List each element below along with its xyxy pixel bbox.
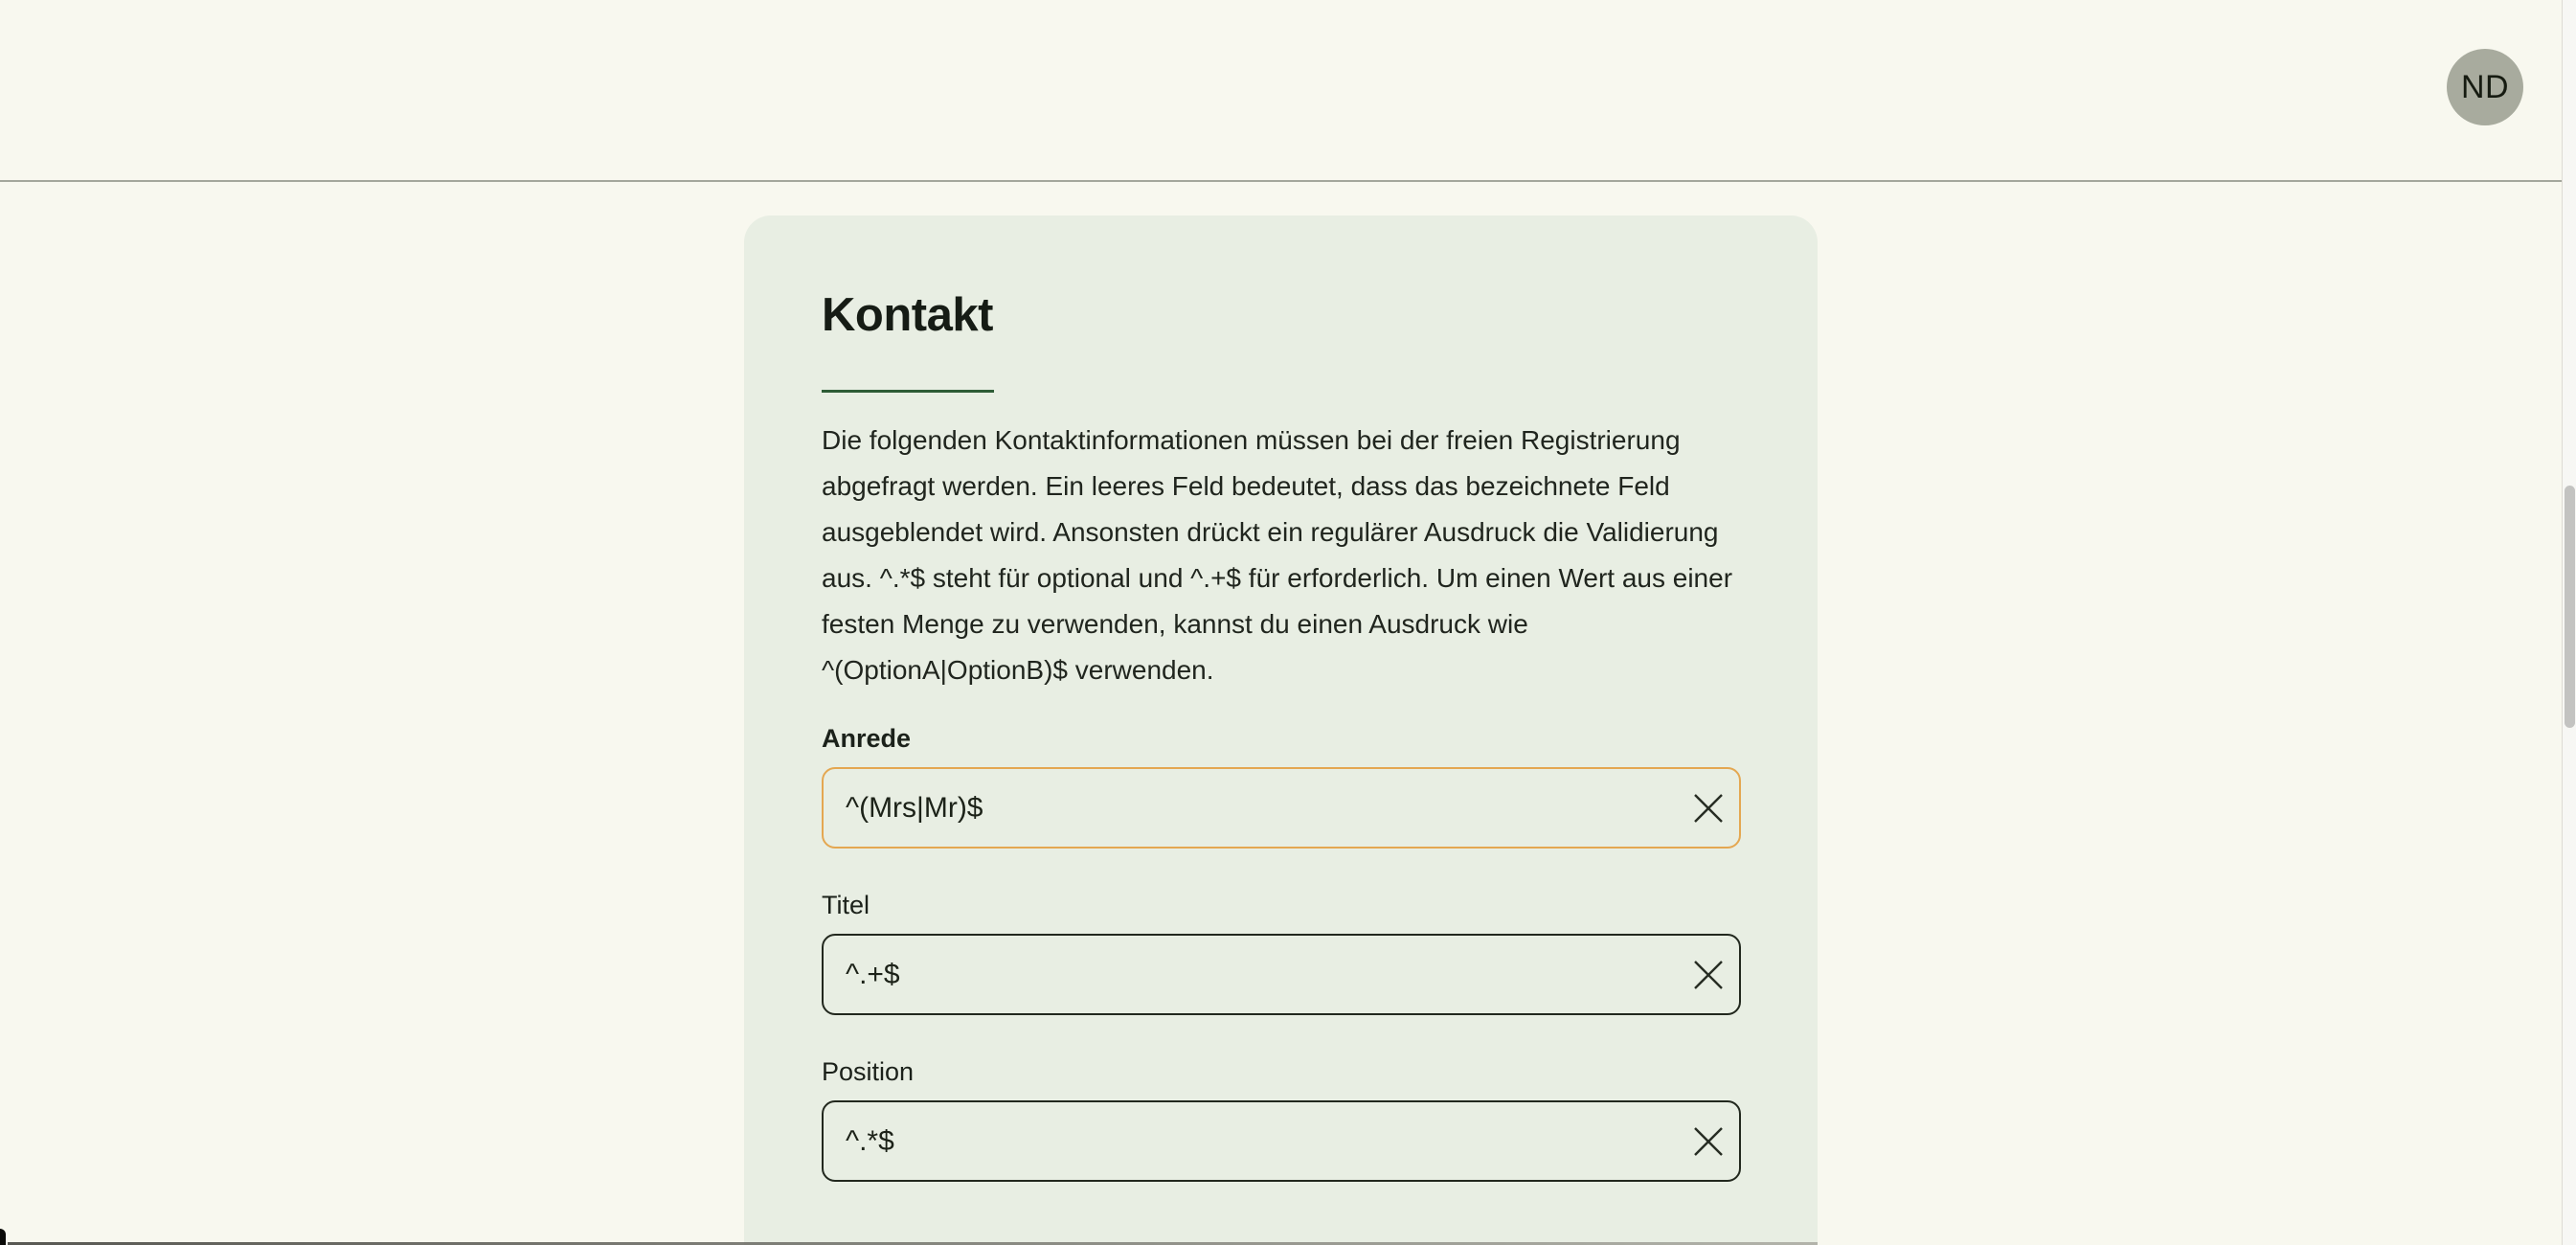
field-anrede — [822, 722, 1741, 849]
position-clear-button[interactable] — [1688, 1121, 1729, 1162]
scrollbar-thumb[interactable] — [2565, 486, 2575, 728]
card-title: Kontakt — [822, 289, 993, 341]
anrede-label: Anrede — [822, 724, 912, 753]
titel-input[interactable] — [822, 934, 1741, 1015]
kontakt-settings-card — [744, 215, 1818, 1245]
titel-label: Titel — [822, 891, 870, 919]
title-underline — [822, 390, 994, 393]
user-avatar[interactable]: ND — [2447, 49, 2523, 125]
titel-clear-button[interactable] — [1688, 955, 1729, 995]
x-icon — [1692, 959, 1725, 991]
top-bar — [0, 0, 2576, 182]
anrede-clear-button[interactable] — [1688, 788, 1729, 828]
card-description: Die folgenden Kontaktinformationen müssen bei der freien Registrierung abgefragt werden. Ein leeres Feld bedeutet, dass das bezeichnete Feld ausgeblendet wird. Ansonsten drückt ein regulärer Ausdruck die Validierung aus. ^.*$ steht für optional und ^.+$ für erforderlich. Um einen Wert aus einer festen Menge zu verwenden, kannst du einen Ausdruck wie ^(OptionA|OptionB)$ verwenden. — [822, 425, 1733, 685]
x-icon — [1692, 1125, 1725, 1158]
anrede-input[interactable] — [822, 767, 1741, 849]
bottom-left-corner-artifact — [0, 1229, 6, 1245]
x-icon — [1692, 792, 1725, 825]
field-position — [822, 1055, 1741, 1182]
scrollbar-track[interactable] — [2562, 0, 2576, 1245]
position-input[interactable] — [822, 1100, 1741, 1182]
field-titel — [822, 889, 1741, 1015]
position-label: Position — [822, 1057, 915, 1086]
